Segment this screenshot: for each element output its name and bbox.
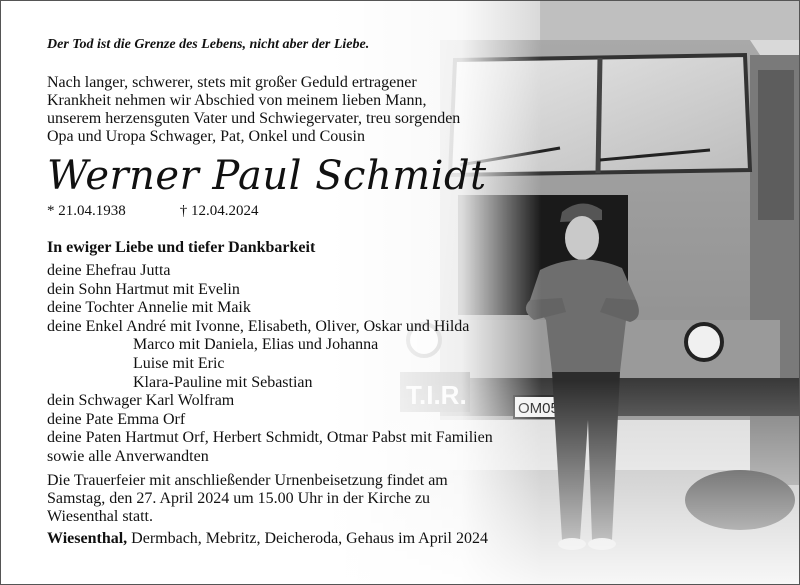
mourner-line: Luise mit Eric (133, 354, 225, 372)
birth-date: * 21.04.1938 (47, 203, 126, 219)
mourners-list (47, 262, 493, 467)
place-rest: Dermbach, Mebritz, Deicheroda, Gehaus im April 2024 (127, 530, 488, 547)
mourner-line: dein Schwager Karl Wolfram (47, 392, 235, 410)
life-dates (47, 202, 259, 220)
mourner-line: deine Enkel André mit Ivonne, Elisabeth, Oliver, Oskar und Hilda (47, 317, 470, 335)
mourner-line: deine Ehefrau Jutta (47, 262, 171, 279)
place-and-date (47, 530, 488, 548)
mourner-line: deine Tochter Annelie mit Maik (47, 299, 251, 317)
intro-paragraph: Nach langer, schwerer, stets mit großer Geduld ertragener Krankheit nehmen wir Abschied von meinem lieben Mann, unserem herzensguten Vater und Schwiegervater, treu sorgenden Opa und Uropa Schwager, Pat, Onkel und Cousin (47, 74, 461, 145)
funeral-info: Die Trauerfeier mit anschließender Urnenbeisetzung findet am Samstag, den 27. April 2024 um 15.00 Uhr in der Kirche zu Wiesenthal statt. (47, 472, 448, 525)
death-date: † 12.04.2024 (179, 203, 259, 219)
quote: Der Tod ist die Grenze des Lebens, nicht aber der Liebe. (47, 37, 370, 52)
mourner-line: dein Sohn Hartmut mit Evelin (47, 280, 240, 298)
deceased-name: Werner Paul Schmidt (47, 153, 487, 199)
mourner-line: Marco mit Daniela, Elias und Johanna (133, 336, 379, 354)
mourners-heading: In ewiger Liebe und tiefer Dankbarkeit (47, 239, 316, 256)
mourner-line: deine Pate Emma Orf (47, 410, 186, 428)
mourner-line: sowie alle Anverwandten (47, 447, 209, 465)
mourner-line: Klara-Pauline mit Sebastian (133, 373, 313, 391)
mourner-line: deine Paten Hartmut Orf, Herbert Schmidt, Otmar Pabst mit Familien (47, 429, 493, 447)
place-bold: Wiesenthal, (47, 530, 128, 547)
